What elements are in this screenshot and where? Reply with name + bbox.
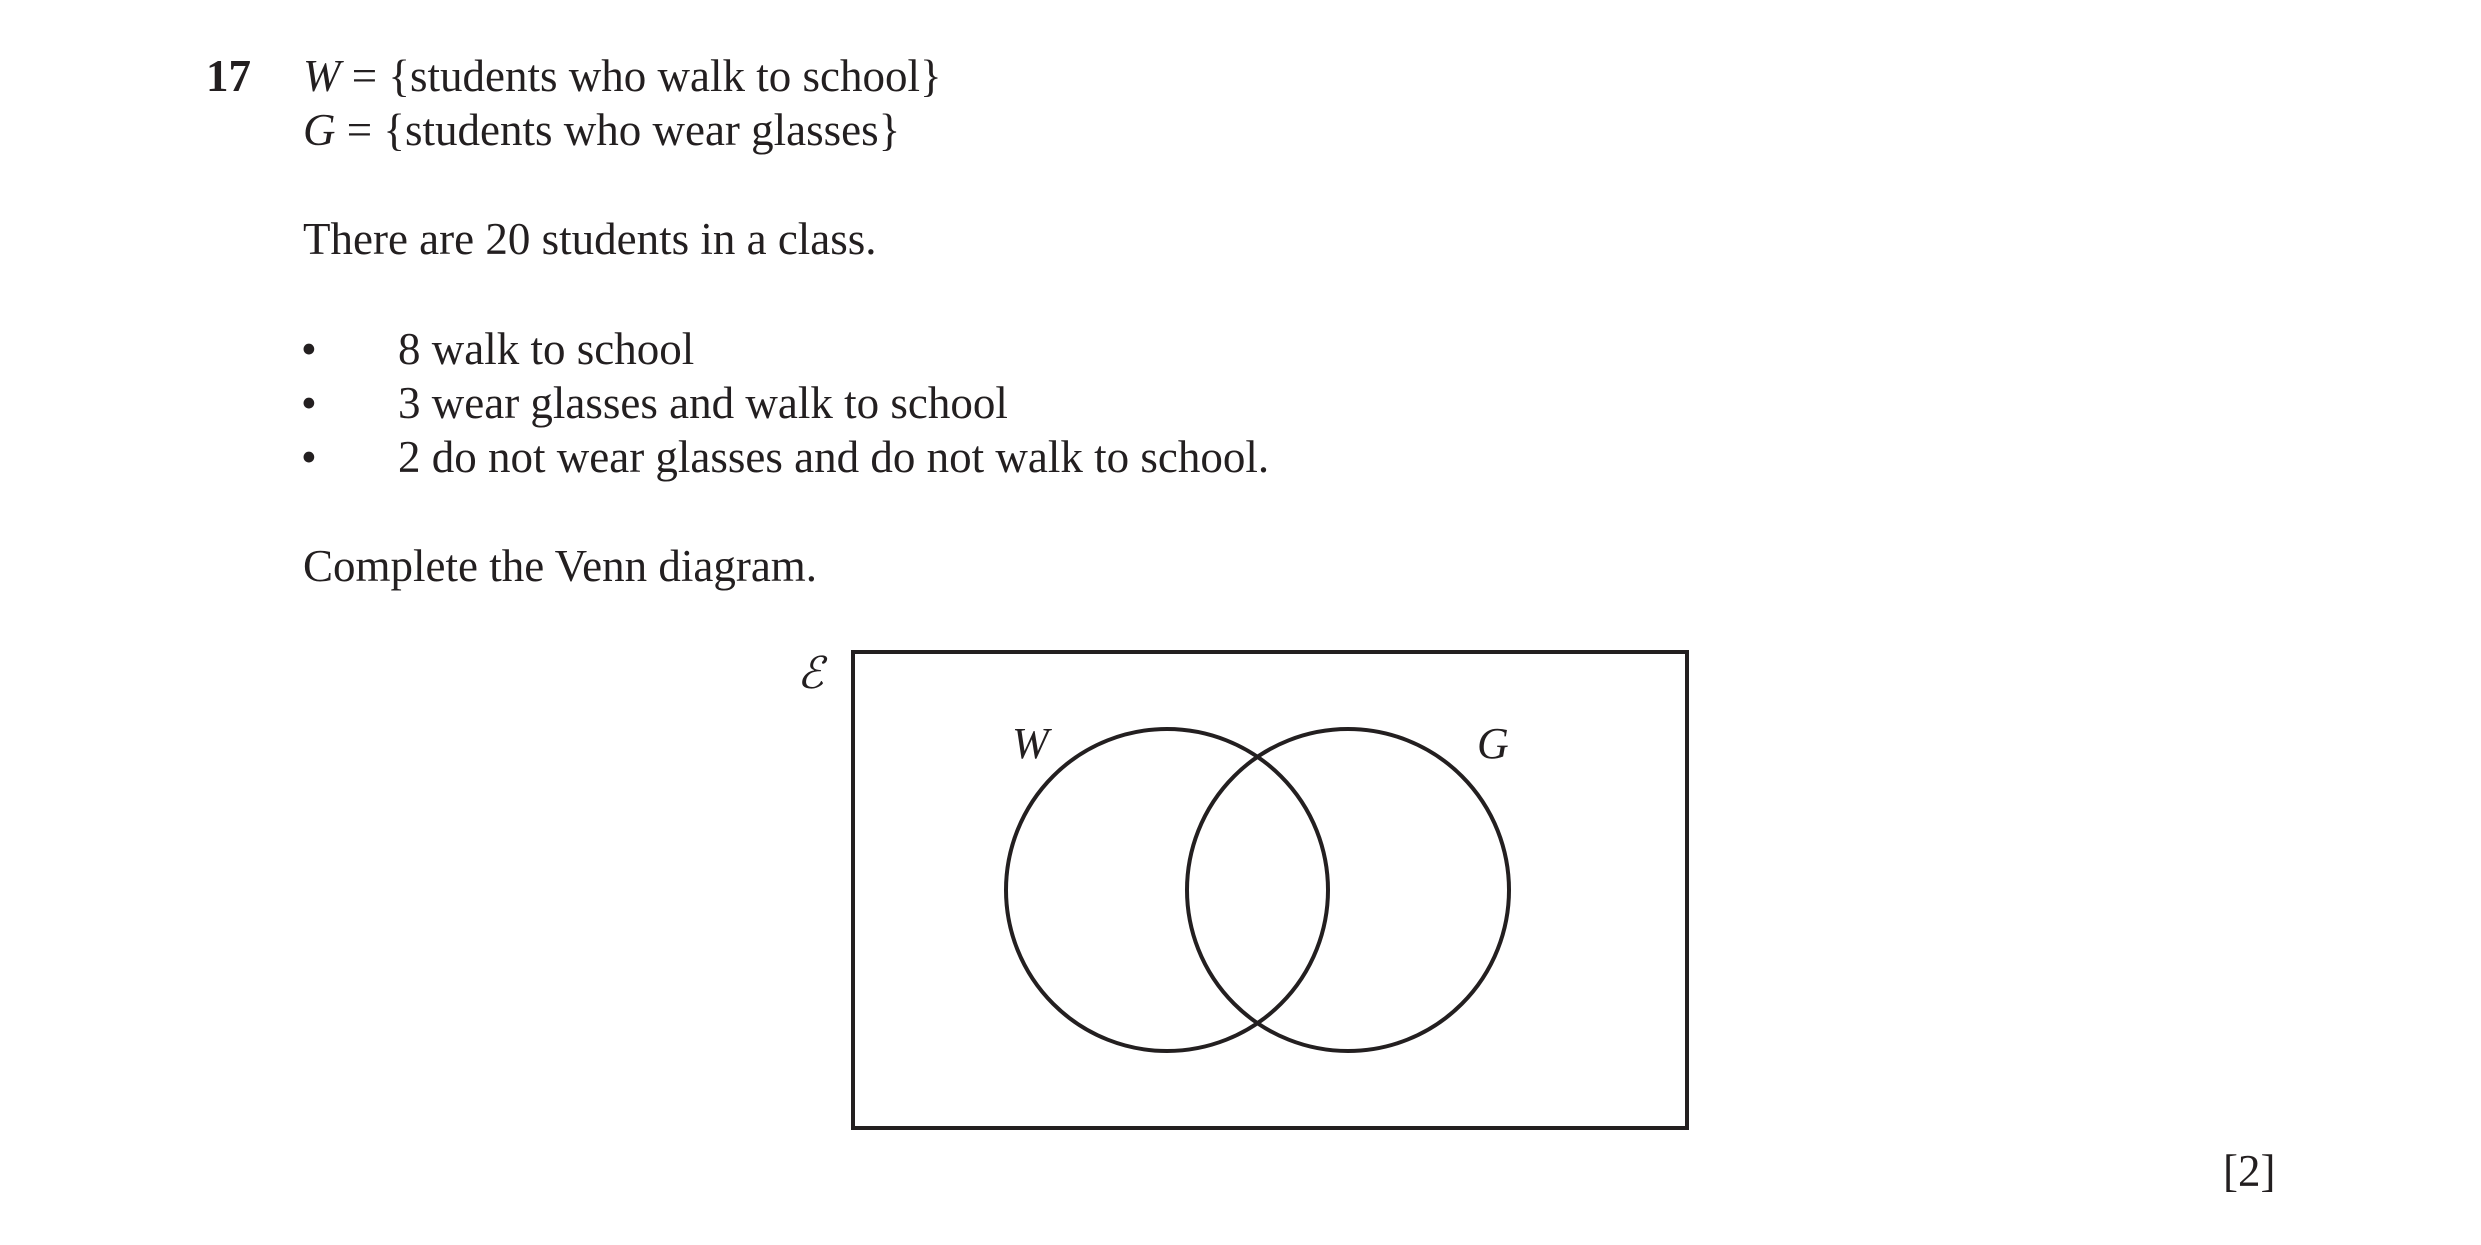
set-w-label: W — [1012, 719, 1049, 768]
intro-text: There are 20 students in a class. — [303, 214, 877, 264]
marks-label: [2] — [2223, 1146, 2276, 1196]
bullet-icon: • — [301, 324, 317, 374]
instruction-text: Complete the Venn diagram. — [303, 541, 818, 591]
set-w-description: = {students who walk to school} — [340, 51, 942, 101]
set-g-description: = {students who wear glasses} — [335, 105, 901, 155]
set-w-symbol: W — [303, 51, 341, 101]
bullet-icon: • — [301, 432, 317, 482]
set-g-label: G — [1477, 719, 1509, 768]
list-item-text: 8 walk to school — [398, 324, 695, 374]
universal-set-symbol: ℰ — [797, 649, 824, 698]
question-number: 17 — [206, 51, 251, 101]
set-w-circle — [1006, 729, 1328, 1051]
set-g-circle — [1187, 729, 1509, 1051]
list-item-text: 2 do not wear glasses and do not walk to school. — [398, 432, 1270, 482]
set-g-symbol: G — [303, 105, 336, 155]
universal-set-box — [853, 652, 1687, 1128]
bullet-icon: • — [301, 378, 317, 428]
list-item-text: 3 wear glasses and walk to school — [398, 378, 1008, 428]
